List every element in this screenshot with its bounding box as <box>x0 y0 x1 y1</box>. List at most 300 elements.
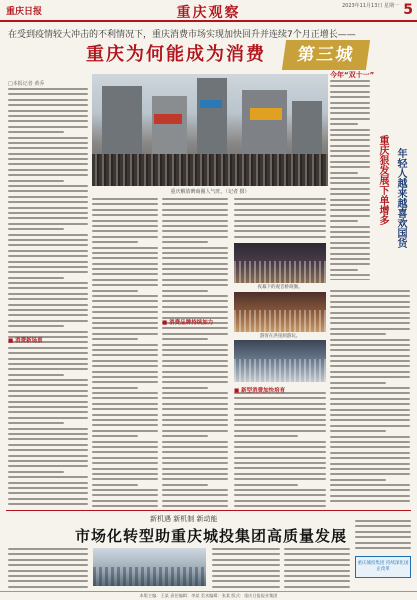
text-line <box>8 158 88 160</box>
text-line <box>330 333 386 335</box>
text-line <box>8 142 88 144</box>
text-line <box>162 209 228 211</box>
text-line <box>8 460 88 462</box>
text-line <box>162 365 228 367</box>
text-line <box>8 347 88 349</box>
text-line <box>92 392 158 394</box>
text-line <box>8 368 88 370</box>
text-line <box>8 169 88 171</box>
text-line <box>330 172 358 174</box>
byline: □本报记者 黄乔 <box>8 81 45 87</box>
text-line <box>8 131 64 133</box>
text-line <box>162 252 228 254</box>
text-line <box>284 564 350 566</box>
text-line <box>162 241 208 243</box>
text-line <box>92 462 158 464</box>
text-line <box>92 494 158 496</box>
text-line <box>355 531 411 533</box>
text-line <box>330 123 358 125</box>
text-line <box>8 110 88 112</box>
text-line <box>162 268 228 270</box>
text-line <box>92 451 158 453</box>
text-line <box>330 489 410 491</box>
text-line <box>92 360 158 362</box>
text-line <box>234 505 326 507</box>
text-line <box>330 441 410 443</box>
text-line <box>330 484 410 486</box>
text-line <box>92 338 138 340</box>
lower-headline: 市场化转型助重庆城投集团高质量发展 <box>75 527 348 545</box>
lower-kicker: 新机遇 新机制 新动能 <box>150 515 218 523</box>
text-line <box>330 150 370 152</box>
text-line <box>92 435 138 437</box>
text-line <box>330 290 410 292</box>
text-line <box>162 360 228 362</box>
text-line <box>234 225 326 227</box>
text-line <box>8 553 88 555</box>
text-line <box>162 468 228 470</box>
text-line <box>162 430 228 432</box>
text-line <box>284 548 350 550</box>
text-line <box>330 495 410 497</box>
text-line <box>92 489 158 491</box>
text-line <box>284 570 350 572</box>
text-line <box>8 309 88 311</box>
text-line <box>330 425 410 427</box>
text-line <box>92 376 158 378</box>
text-line <box>330 317 410 319</box>
page-number: 5 <box>403 2 413 18</box>
subhead-2: ■ 消费品牌持续加力 <box>162 318 213 326</box>
text-line <box>8 395 88 397</box>
text-line <box>330 274 370 276</box>
text-line <box>8 559 88 561</box>
text-line <box>92 198 158 200</box>
text-line <box>8 314 88 316</box>
text-line <box>8 570 88 572</box>
text-line <box>330 242 370 244</box>
text-line <box>8 358 88 360</box>
main-headline: 重庆为何能成为消费 <box>86 44 266 65</box>
main-kicker: 在受到疫情较大冲击的不利情况下，重庆消费市场实现加快回升并连续7个月正增长—— <box>8 30 356 40</box>
text-line <box>330 247 370 249</box>
text-line <box>92 322 158 324</box>
text-line <box>8 228 64 230</box>
text-line <box>8 207 88 209</box>
text-line <box>284 580 350 582</box>
small-photo-1 <box>234 243 326 283</box>
text-line <box>8 174 88 176</box>
text-line <box>330 253 370 255</box>
text-line <box>8 401 88 403</box>
text-line <box>92 500 158 502</box>
text-line <box>212 575 280 577</box>
text-line <box>330 473 410 475</box>
text-line <box>162 392 228 394</box>
issue-date: 2023年11月13日 星期一 <box>341 3 399 9</box>
text-line <box>92 241 138 243</box>
text-line <box>8 115 88 117</box>
text-line <box>92 484 138 486</box>
text-line <box>330 457 410 459</box>
text-line <box>234 414 326 416</box>
text-line <box>162 387 208 389</box>
text-line <box>162 500 228 502</box>
text-line <box>330 295 410 297</box>
text-line <box>330 166 370 168</box>
text-line <box>234 484 298 486</box>
text-line <box>162 403 228 405</box>
text-line <box>212 580 280 582</box>
text-line <box>162 414 228 416</box>
text-line <box>8 190 88 192</box>
text-line <box>8 234 88 236</box>
text-line <box>330 80 370 82</box>
text-line <box>8 352 88 354</box>
text-line <box>330 204 370 206</box>
text-line <box>330 258 370 260</box>
text-line <box>162 446 228 448</box>
text-line <box>355 547 411 549</box>
text-line <box>8 261 88 263</box>
text-line <box>8 428 88 430</box>
text-line <box>330 96 370 98</box>
text-line <box>234 446 326 448</box>
text-line <box>330 231 370 233</box>
text-line <box>8 293 88 295</box>
text-line <box>92 478 158 480</box>
text-line <box>8 271 88 273</box>
text-line <box>92 468 158 470</box>
text-line <box>234 430 326 432</box>
text-line <box>330 430 386 432</box>
text-line <box>330 344 410 346</box>
text-line <box>234 441 326 443</box>
text-line <box>162 489 228 491</box>
text-line <box>8 180 64 182</box>
text-line <box>330 306 410 308</box>
text-line <box>92 311 158 313</box>
text-line <box>234 419 326 421</box>
text-line <box>234 489 326 491</box>
text-line <box>330 112 370 114</box>
text-line <box>92 257 158 259</box>
text-line <box>8 417 88 419</box>
text-line <box>234 403 326 405</box>
text-line <box>8 217 88 219</box>
text-line <box>8 287 88 289</box>
text-line <box>8 406 88 408</box>
text-line <box>330 134 370 136</box>
text-line <box>162 311 228 313</box>
body-column-2 <box>92 198 158 508</box>
headline-badge: 第三城 <box>282 40 370 70</box>
text-line <box>330 468 410 470</box>
text-line <box>162 273 228 275</box>
text-line <box>162 203 228 205</box>
side-title-red: 重庆狠发展下单增多 <box>377 135 388 225</box>
text-line <box>92 300 158 302</box>
subhead-1: ■ 消费新场景 <box>8 336 43 344</box>
text-line <box>8 147 88 149</box>
text-line <box>330 226 370 228</box>
text-line <box>162 451 228 453</box>
text-line <box>92 505 158 507</box>
text-line <box>162 441 228 443</box>
text-line <box>8 471 64 473</box>
text-line <box>234 457 326 459</box>
text-line <box>92 365 158 367</box>
text-line <box>8 379 88 381</box>
text-line <box>162 344 228 346</box>
text-line <box>92 354 158 356</box>
text-line <box>92 273 158 275</box>
text-line <box>162 279 228 281</box>
text-line <box>234 424 326 426</box>
text-line <box>162 462 228 464</box>
text-line <box>330 161 370 163</box>
body-column-5 <box>234 392 326 508</box>
text-line <box>8 503 88 505</box>
text-line <box>162 257 228 259</box>
text-line <box>330 199 370 201</box>
text-line <box>92 371 158 373</box>
text-line <box>92 446 158 448</box>
text-line <box>8 580 88 582</box>
text-line <box>330 107 370 109</box>
text-line <box>92 209 158 211</box>
text-line <box>8 411 88 413</box>
main-photo <box>92 74 328 186</box>
text-line <box>8 498 88 500</box>
text-line <box>330 85 370 87</box>
text-line <box>330 91 370 93</box>
text-line <box>92 419 158 421</box>
text-line <box>8 137 88 139</box>
text-line <box>92 397 158 399</box>
text-line <box>92 284 158 286</box>
small-photo-caption-2: 游客在洪崖洞游玩。 <box>259 334 301 339</box>
text-line <box>8 487 88 489</box>
text-line <box>330 463 410 465</box>
text-line <box>330 118 370 120</box>
text-line <box>8 465 88 467</box>
text-line <box>330 182 370 184</box>
text-line <box>330 279 370 280</box>
text-line <box>234 451 326 453</box>
text-line <box>8 212 88 214</box>
text-line <box>162 300 228 302</box>
text-line <box>330 155 370 157</box>
text-line <box>162 473 228 475</box>
text-line <box>355 536 411 538</box>
text-line <box>8 492 88 494</box>
text-line <box>355 525 411 527</box>
text-line <box>330 139 370 141</box>
text-line <box>8 548 88 550</box>
text-line <box>8 223 88 225</box>
text-line <box>92 441 158 443</box>
text-line <box>330 403 410 405</box>
text-line <box>8 374 64 376</box>
text-line <box>162 214 228 216</box>
text-line <box>330 409 410 411</box>
text-line <box>162 505 228 507</box>
text-line <box>330 188 370 190</box>
text-line <box>8 126 88 128</box>
text-line <box>234 198 326 200</box>
lower-column-3 <box>284 548 350 588</box>
text-line <box>330 382 386 384</box>
text-line <box>234 494 326 496</box>
lower-column-4 <box>355 520 411 554</box>
text-line <box>92 306 158 308</box>
text-line <box>330 102 370 104</box>
text-line <box>330 398 410 400</box>
text-line <box>330 419 410 421</box>
text-line <box>92 424 158 426</box>
text-line <box>8 476 88 478</box>
text-line <box>330 414 410 416</box>
text-line <box>162 333 228 335</box>
text-line <box>212 570 280 572</box>
text-line <box>8 320 88 322</box>
text-line <box>92 403 158 405</box>
main-photo-caption: 重庆解放碑商圈人气旺。（记者 摄） <box>170 189 250 195</box>
paper-name: 重庆日报 <box>6 7 43 17</box>
text-line <box>8 255 88 257</box>
text-line <box>284 586 350 588</box>
text-line <box>162 376 228 378</box>
text-line <box>162 225 228 227</box>
text-line <box>92 333 158 335</box>
text-line <box>234 236 326 238</box>
side-kicker: 今年“双十一” <box>330 71 375 79</box>
text-line <box>8 482 88 484</box>
text-line <box>234 478 326 480</box>
text-line <box>162 478 228 480</box>
text-line <box>92 279 158 281</box>
text-line <box>8 266 88 268</box>
text-line <box>284 553 350 555</box>
text-line <box>8 196 88 198</box>
text-line <box>8 433 88 435</box>
text-line <box>330 215 370 217</box>
text-line <box>212 553 280 555</box>
text-line <box>330 328 410 330</box>
text-line <box>8 422 64 424</box>
small-photo-caption-1: 夜幕下的观音桥商圈。 <box>257 285 303 290</box>
text-line <box>330 145 370 147</box>
text-line <box>162 435 208 437</box>
text-line <box>330 376 410 378</box>
side-column-1 <box>330 80 370 280</box>
lower-column-1 <box>8 548 88 588</box>
text-line <box>8 99 88 101</box>
text-line <box>330 392 410 394</box>
text-line <box>92 344 158 346</box>
text-line <box>330 193 370 195</box>
text-line <box>162 327 228 329</box>
text-line <box>284 575 350 577</box>
text-line <box>330 349 410 351</box>
masthead <box>0 0 417 22</box>
text-line <box>92 214 158 216</box>
text-line <box>8 93 88 95</box>
text-line <box>162 236 228 238</box>
text-line <box>330 365 410 367</box>
text-line <box>330 371 410 373</box>
text-line <box>212 586 280 588</box>
text-line <box>162 220 228 222</box>
text-line <box>162 484 208 486</box>
small-photo-3 <box>234 340 326 382</box>
text-line <box>234 462 326 464</box>
text-line <box>8 390 88 392</box>
text-line <box>8 325 64 327</box>
text-line <box>162 284 228 286</box>
text-line <box>8 444 88 446</box>
text-line <box>92 225 158 227</box>
text-line <box>92 236 158 238</box>
text-line <box>92 230 158 232</box>
text-line <box>8 363 88 365</box>
text-line <box>330 355 410 357</box>
text-line <box>234 500 326 502</box>
body-column-1 <box>8 88 88 508</box>
text-line <box>212 559 280 561</box>
text-line <box>92 387 138 389</box>
text-line <box>8 153 88 155</box>
text-line <box>92 327 158 329</box>
text-line <box>234 203 326 205</box>
text-line <box>162 381 228 383</box>
text-line <box>212 564 280 566</box>
text-line <box>92 247 158 249</box>
text-line <box>162 371 228 373</box>
text-line <box>234 397 326 399</box>
text-line <box>330 479 386 481</box>
text-line <box>92 268 158 270</box>
text-line <box>8 104 88 106</box>
text-line <box>8 449 88 451</box>
text-line <box>92 381 158 383</box>
body-column-4 <box>234 198 326 240</box>
text-line <box>330 301 410 303</box>
text-line <box>162 354 228 356</box>
text-line <box>355 542 411 544</box>
text-line <box>330 452 410 454</box>
text-line <box>330 263 370 265</box>
text-line <box>162 424 228 426</box>
text-line <box>92 473 158 475</box>
text-line <box>330 387 410 389</box>
text-line <box>162 263 228 265</box>
text-line <box>8 438 88 440</box>
small-photo-2 <box>234 292 326 332</box>
text-line <box>330 269 358 271</box>
text-line <box>330 436 410 438</box>
lower-photo <box>93 548 206 586</box>
text-line <box>162 419 228 421</box>
text-line <box>330 360 410 362</box>
text-line <box>92 290 138 292</box>
text-line <box>8 384 88 386</box>
page-footer: 本版主编：王某 责任编辑：李某 美术编辑：张某 版式：重庆日报报业集团 <box>0 591 417 600</box>
text-line <box>8 277 64 279</box>
text-line <box>162 349 228 351</box>
text-line <box>8 239 88 241</box>
